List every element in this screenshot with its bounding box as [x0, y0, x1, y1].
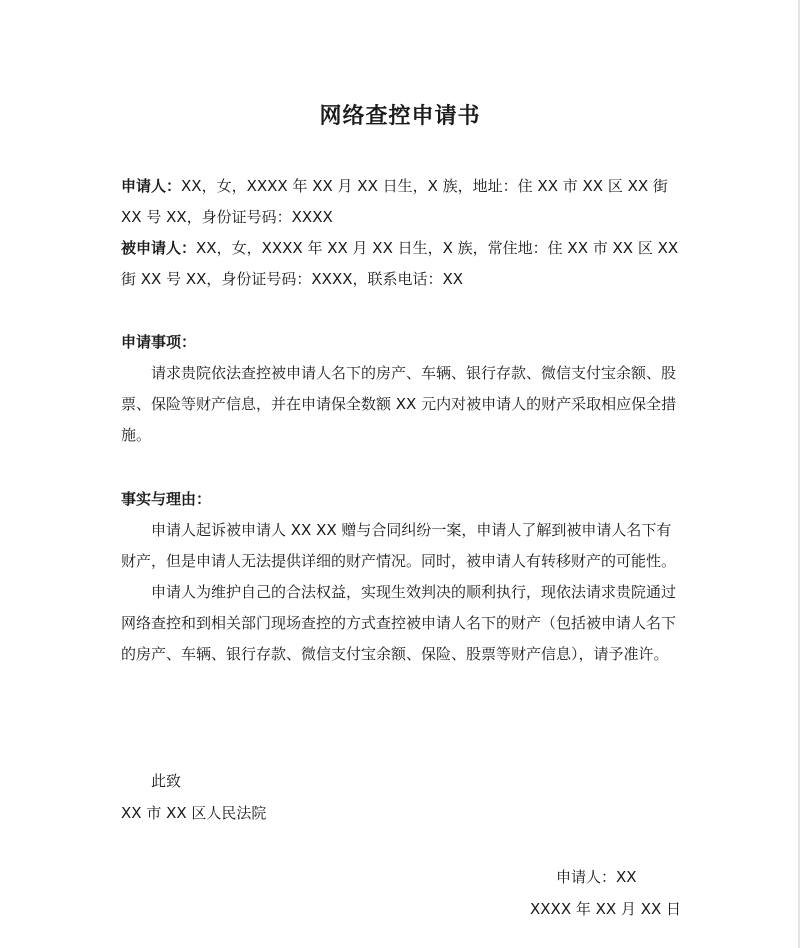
facts-paragraph-1: 申请人起诉被申请人 XX XX 赠与合同纠纷一案，申请人了解到被申请人名下有财产，但是申请人无法提供详细的财产情况。同时，被申请人有转移财产的可能性。	[121, 521, 677, 570]
closing-salutation: 此致	[151, 772, 182, 790]
parties-section	[121, 171, 683, 295]
applicant-paragraph	[121, 171, 683, 233]
document-title: 网络查控申请书	[319, 104, 481, 129]
applicant-label: 申请人：	[121, 177, 182, 195]
closing-court: XX 市 XX 区人民法院	[121, 804, 267, 822]
request-items-section	[121, 327, 683, 451]
request-items-heading: 申请事项：	[121, 333, 197, 351]
facts-paragraph-2: 申请人为维护自己的合法权益，实现生效判决的顺利执行，现依法请求贵院通过网络查控和到相关部门现场查控的方式查控被申请人名下的财产（包括被申请人名下的房产、车辆、银行存款、微信支付宝余额、保险、股票等财产信息），请予准许。	[121, 583, 677, 663]
signature-date: XXXX 年 XX 月 XX 日	[530, 900, 682, 918]
signature-applicant: 申请人：XX	[556, 868, 637, 886]
respondent-paragraph	[121, 233, 683, 295]
applicant-text: XX，女，XXXX 年 XX 月 XX 日生，X 族，地址：住 XX 市 XX 区 XX 街 XX 号 XX，身份证号码：XXXX	[121, 177, 668, 226]
respondent-text: XX，女，XXXX 年 XX 月 XX 日生，X 族，常住地：住 XX 市 XX 区 XX 街 XX 号 XX，身份证号码：XXXX，联系电话：XX	[121, 239, 679, 288]
facts-heading: 事实与理由：	[121, 490, 212, 508]
facts-section	[121, 484, 683, 670]
respondent-label: 被申请人：	[121, 239, 197, 257]
request-items-body: 请求贵院依法查控被申请人名下的房产、车辆、银行存款、微信支付宝余额、股票、保险等财产信息，并在申请保全数额 XX 元内对被申请人的财产采取相应保全措施。	[121, 364, 677, 444]
